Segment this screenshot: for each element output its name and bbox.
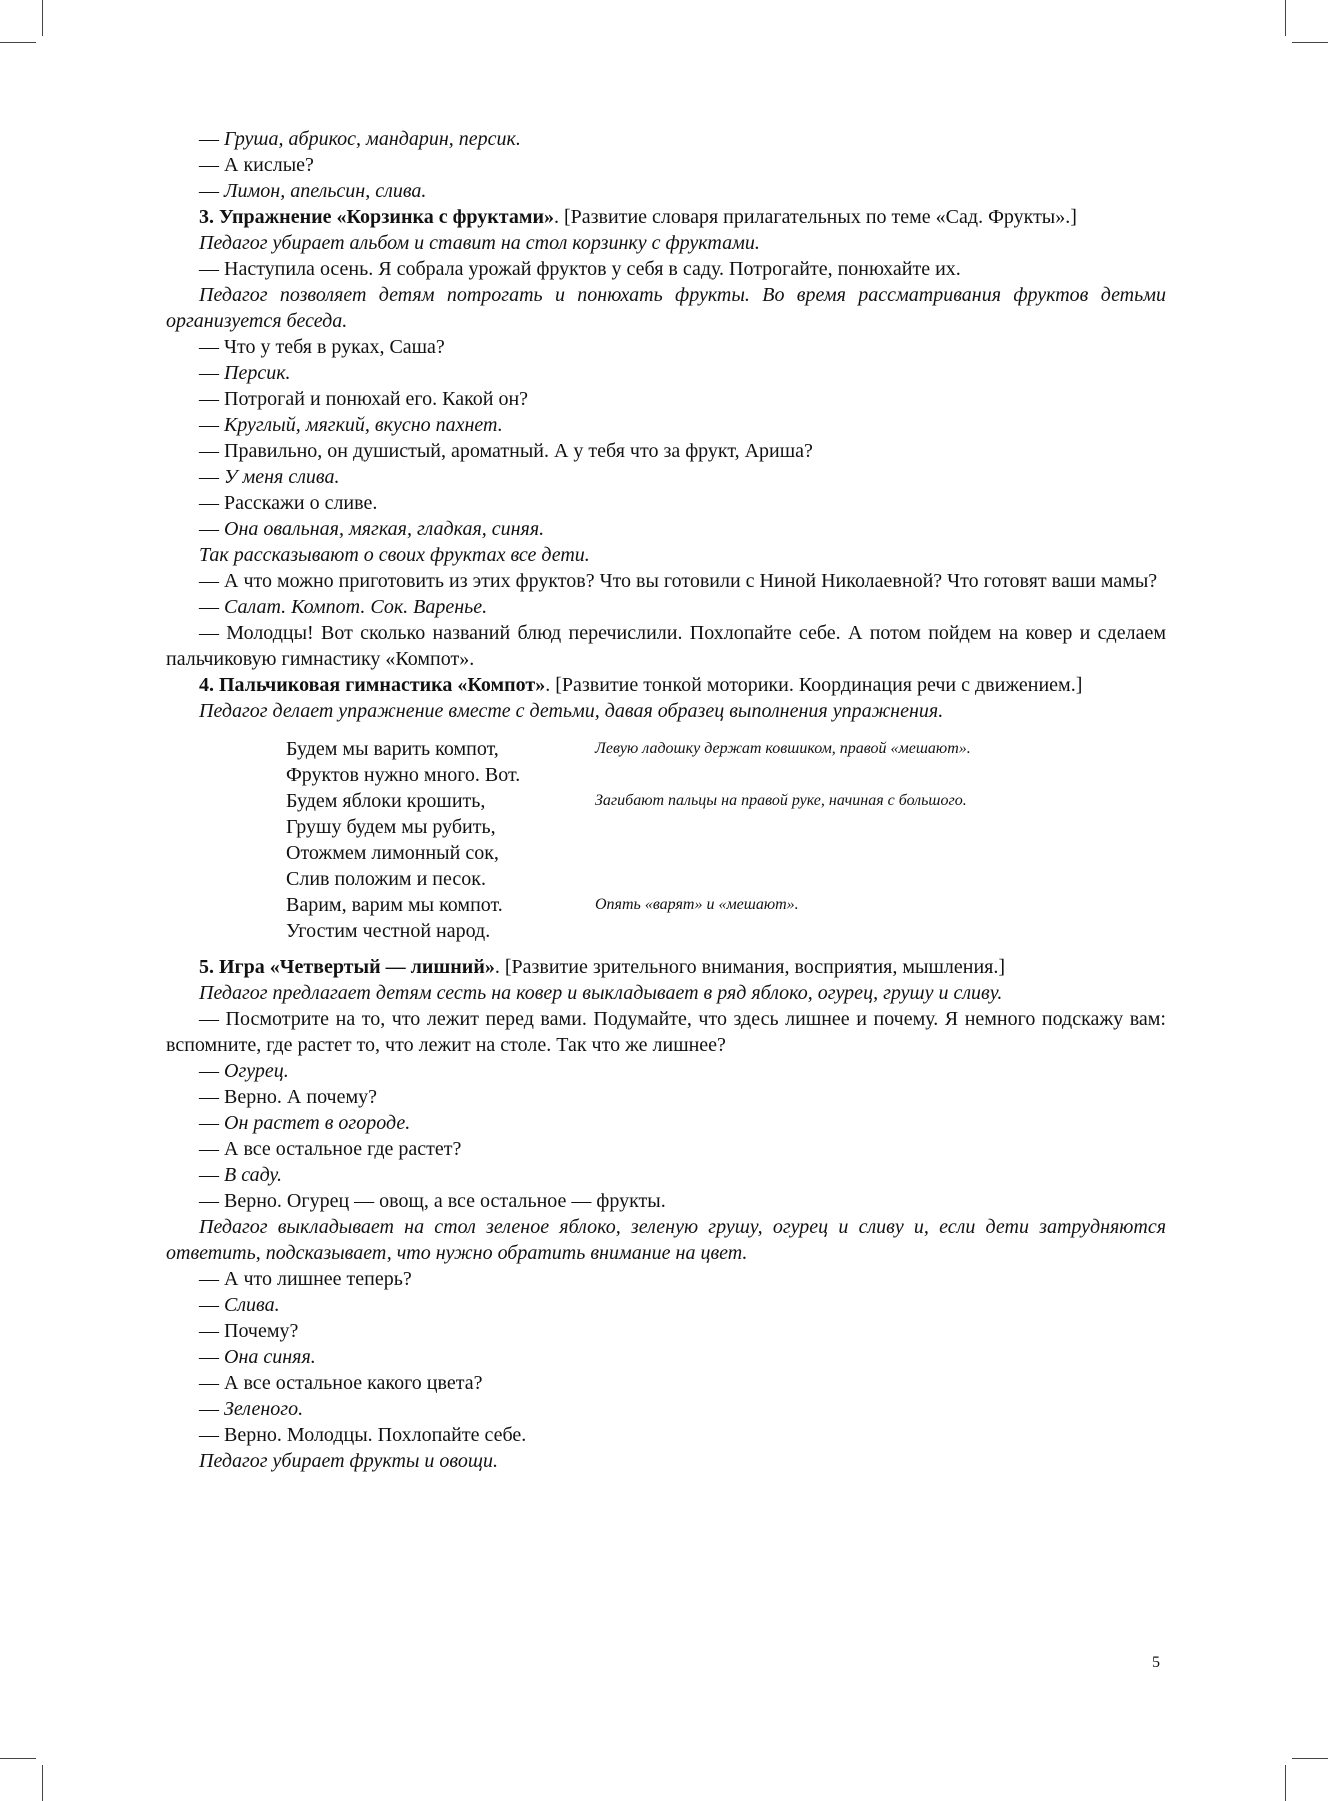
teacher-line: — Правильно, он душистый, ароматный. А у тебя что за фрукт, Ариша? [199, 440, 813, 462]
page-number: 5 [1152, 1654, 1160, 1671]
stage-direction: Педагог убирает фрукты и овощи. [199, 1450, 498, 1472]
poem-verse: Варим, варим мы компот. [286, 894, 503, 916]
child-answer: — Она синяя. [199, 1346, 316, 1368]
answer-text: Он растет в огороде. [224, 1112, 411, 1134]
child-answer: — Круглый, мягкий, вкусно пахнет. [199, 414, 503, 436]
crop-mark [1285, 0, 1286, 36]
poem-line [286, 788, 1166, 814]
poem-verse: Отожмем лимонный сок, [286, 842, 499, 864]
poem-verse: Угостим честной народ. [286, 920, 491, 942]
crop-mark [42, 0, 43, 36]
answer-text: Лимон, апельсин, слива. [224, 180, 427, 202]
teacher-line: — А что можно приготовить из этих фруктов? Что вы готовили с Ниной Николаевной? Что готовят ваши мамы? [199, 570, 1158, 592]
section-goal: . [Развитие словаря прилагательных по теме «Сад. Фрукты».] [554, 206, 1077, 228]
answer-text: Слива. [224, 1294, 280, 1316]
section-title: 4. Пальчиковая гимнастика «Компот» [199, 674, 546, 696]
teacher-line: — Почему? [199, 1320, 299, 1342]
poem-line [286, 892, 1166, 918]
section-heading [166, 672, 1166, 698]
answer-text: Зеленого. [224, 1398, 304, 1420]
finger-gymnastics-poem [166, 736, 1166, 944]
page-body [166, 126, 1166, 1474]
poem-verse: Будем яблоки крошить, [286, 790, 486, 812]
child-answer: — Зеленого. [199, 1398, 304, 1420]
crop-mark [0, 42, 36, 43]
teacher-line: — А все остальное где растет? [199, 1138, 462, 1160]
section-title: 3. Упражнение «Корзинка с фруктами» [199, 206, 554, 228]
child-answer: — Она овальная, мягкая, гладкая, синяя. [199, 518, 545, 540]
teacher-line: — А что лишнее теперь? [199, 1268, 412, 1290]
poem-line [286, 866, 1166, 892]
movement-note: Опять «варят» и «мешают». [595, 896, 799, 913]
stage-direction: Педагог позволяет детям потрогать и понюхать фрукты. Во время рассматривания фруктов детьми организуется беседа. [166, 284, 1166, 332]
answer-text: Она синяя. [224, 1346, 316, 1368]
section-title: 5. Игра «Четвертый — лишний» [199, 956, 495, 978]
teacher-line: — Потрогай и понюхай его. Какой он? [199, 388, 529, 410]
answer-text: Салат. Компот. Сок. Варенье. [224, 596, 488, 618]
poem-verse: Слив положим и песок. [286, 868, 486, 890]
section-goal: . [Развитие тонкой моторики. Координация речи с движением.] [545, 674, 1083, 696]
poem-line [286, 736, 1166, 762]
stage-direction: Педагог выкладывает на стол зеленое яблоко, зеленую грушу, огурец и сливу и, если дети затрудняются ответить, подсказывает, что нужно обратить внимание на цвет. [166, 1216, 1166, 1264]
stage-direction: Педагог убирает альбом и ставит на стол корзинку с фруктами. [199, 232, 760, 254]
child-answer: — Слива. [199, 1294, 280, 1316]
child-answer: — У меня слива. [199, 466, 340, 488]
poem-verse: Грушу будем мы рубить, [286, 816, 496, 838]
answer-text: У меня слива. [224, 466, 340, 488]
stage-direction: Педагог делает упражнение вместе с детьми, давая образец выполнения упражнения. [199, 700, 944, 722]
poem-verse: Фруктов нужно много. Вот. [286, 764, 521, 786]
movement-note: Загибают пальцы на правой руке, начиная с большого. [595, 792, 967, 809]
stage-direction: Педагог предлагает детям сесть на ковер и выкладывает в ряд яблоко, огурец, грушу и сливу. [199, 982, 1003, 1004]
teacher-line: — Молодцы! Вот сколько названий блюд перечислили. Похлопайте себе. А потом пойдем на ковер и сделаем пальчиковую гимнастику «Компот». [166, 622, 1166, 670]
answer-text: Персик. [224, 362, 291, 384]
answer-text: Круглый, мягкий, вкусно пахнет. [224, 414, 503, 436]
crop-mark [1292, 1758, 1328, 1759]
answer-text: Груша, абрикос, мандарин, персик. [224, 128, 521, 150]
child-answer: — Он растет в огороде. [199, 1112, 411, 1134]
teacher-line: — Что у тебя в руках, Саша? [199, 336, 445, 358]
answer-text: Огурец. [224, 1060, 289, 1082]
section-goal: . [Развитие зрительного внимания, восприятия, мышления.] [494, 956, 1005, 978]
movement-note: Левую ладошку держат ковшиком, правой «мешают». [595, 740, 971, 757]
teacher-line: — Посмотрите на то, что лежит перед вами. Подумайте, что здесь лишнее и почему. Я немного подскажу вам: вспомните, где растет то, что лежит на столе. Так что же лишнее? [166, 1008, 1166, 1056]
child-answer: — В саду. [199, 1164, 283, 1186]
teacher-line: — Верно. Молодцы. Похлопайте себе. [199, 1424, 527, 1446]
lesson-part-2 [166, 954, 1166, 1474]
lesson-part-1 [166, 126, 1166, 724]
child-answer: — Персик. [199, 362, 291, 384]
crop-mark [1292, 42, 1328, 43]
crop-mark [42, 1765, 43, 1801]
poem-line [286, 762, 1166, 788]
child-answer: — Огурец. [199, 1060, 289, 1082]
child-answer: — Груша, абрикос, мандарин, персик. [199, 128, 521, 150]
teacher-line: — А кислые? [199, 154, 314, 176]
teacher-line: — Верно. Огурец — овощ, а все остальное — фрукты. [199, 1190, 666, 1212]
poem-line [286, 814, 1166, 840]
teacher-line: — Верно. А почему? [199, 1086, 378, 1108]
stage-direction: Так рассказывают о своих фруктах все дети. [199, 544, 590, 566]
teacher-line: — Наступила осень. Я собрала урожай фруктов у себя в саду. Потрогайте, понюхайте их. [199, 258, 961, 280]
poem-verse: Будем мы варить компот, [286, 738, 499, 760]
child-answer: — Лимон, апельсин, слива. [199, 180, 427, 202]
teacher-line: — Расскажи о сливе. [199, 492, 378, 514]
child-answer: — Салат. Компот. Сок. Варенье. [199, 596, 488, 618]
crop-mark [0, 1758, 36, 1759]
section-heading [166, 954, 1166, 980]
poem-line [286, 918, 1166, 944]
answer-text: В саду. [224, 1164, 283, 1186]
teacher-line: — А все остальное какого цвета? [199, 1372, 483, 1394]
poem-line [286, 840, 1166, 866]
section-heading [166, 204, 1166, 230]
crop-mark [1285, 1765, 1286, 1801]
answer-text: Она овальная, мягкая, гладкая, синяя. [224, 518, 545, 540]
